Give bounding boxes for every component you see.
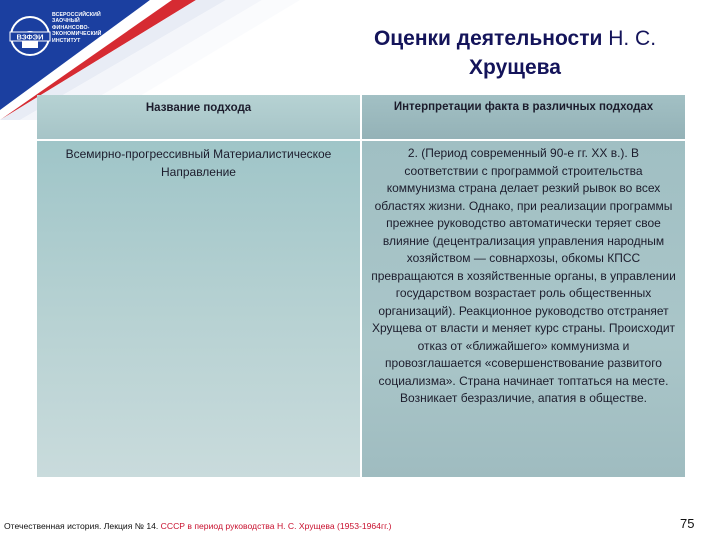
footer xyxy=(4,521,391,531)
page-number: 75 xyxy=(680,516,695,531)
logo-abbr: ВЗФЭИ xyxy=(16,32,44,42)
cell-approach: Всемирно-прогрессивный Материалистическое Направление xyxy=(37,141,360,477)
title-line2: Хрущева xyxy=(469,56,561,79)
cell-interpretation: 2. (Период современный 90-е гг. XX в.). В соответствии с программой строительства коммунизма страна делает резкий рывок во всех областях жизни. Однако, при реализации программы прежнее руководство автоматически теряет свое влияние (децентрализация управления народным хозяйством — совнархозы, обкомы КПСС превращаются в хозяйственные органы, в управлении государством возрастает роль общественных организаций). Реакционное руководство отстраняет Хрущева от власти и меняет курс страны. Происходит отказ от «ближайшего» коммунизма и провозглашается «совершенствование развитого социализма». Страна начинает топтаться на месте. Возникает безразличие, апатия в обществе. xyxy=(362,141,685,477)
footer-course: Отечественная история. Лекция № 14. xyxy=(4,521,159,531)
footer-topic: СССР в период руководства Н. С. Хрущева (1953-1964гг.) xyxy=(158,521,392,531)
slide-title xyxy=(330,24,700,82)
emblem-icon xyxy=(8,10,54,62)
institute-logo xyxy=(8,10,100,68)
logo-text: ВСЕРОССИЙСКИЙ ЗАОЧНЫЙ ФИНАНСОВО-ЭКОНОМИЧЕСКИЙ ИНСТИТУТ xyxy=(52,12,102,44)
header-approach: Название подхода xyxy=(37,95,360,139)
header-interpretation: Интерпретации факта в различных подходах xyxy=(362,95,685,139)
title-thin: Н. С. xyxy=(602,27,657,50)
approaches-table xyxy=(37,95,685,477)
title-bold: Оценки деятельности xyxy=(373,27,603,50)
